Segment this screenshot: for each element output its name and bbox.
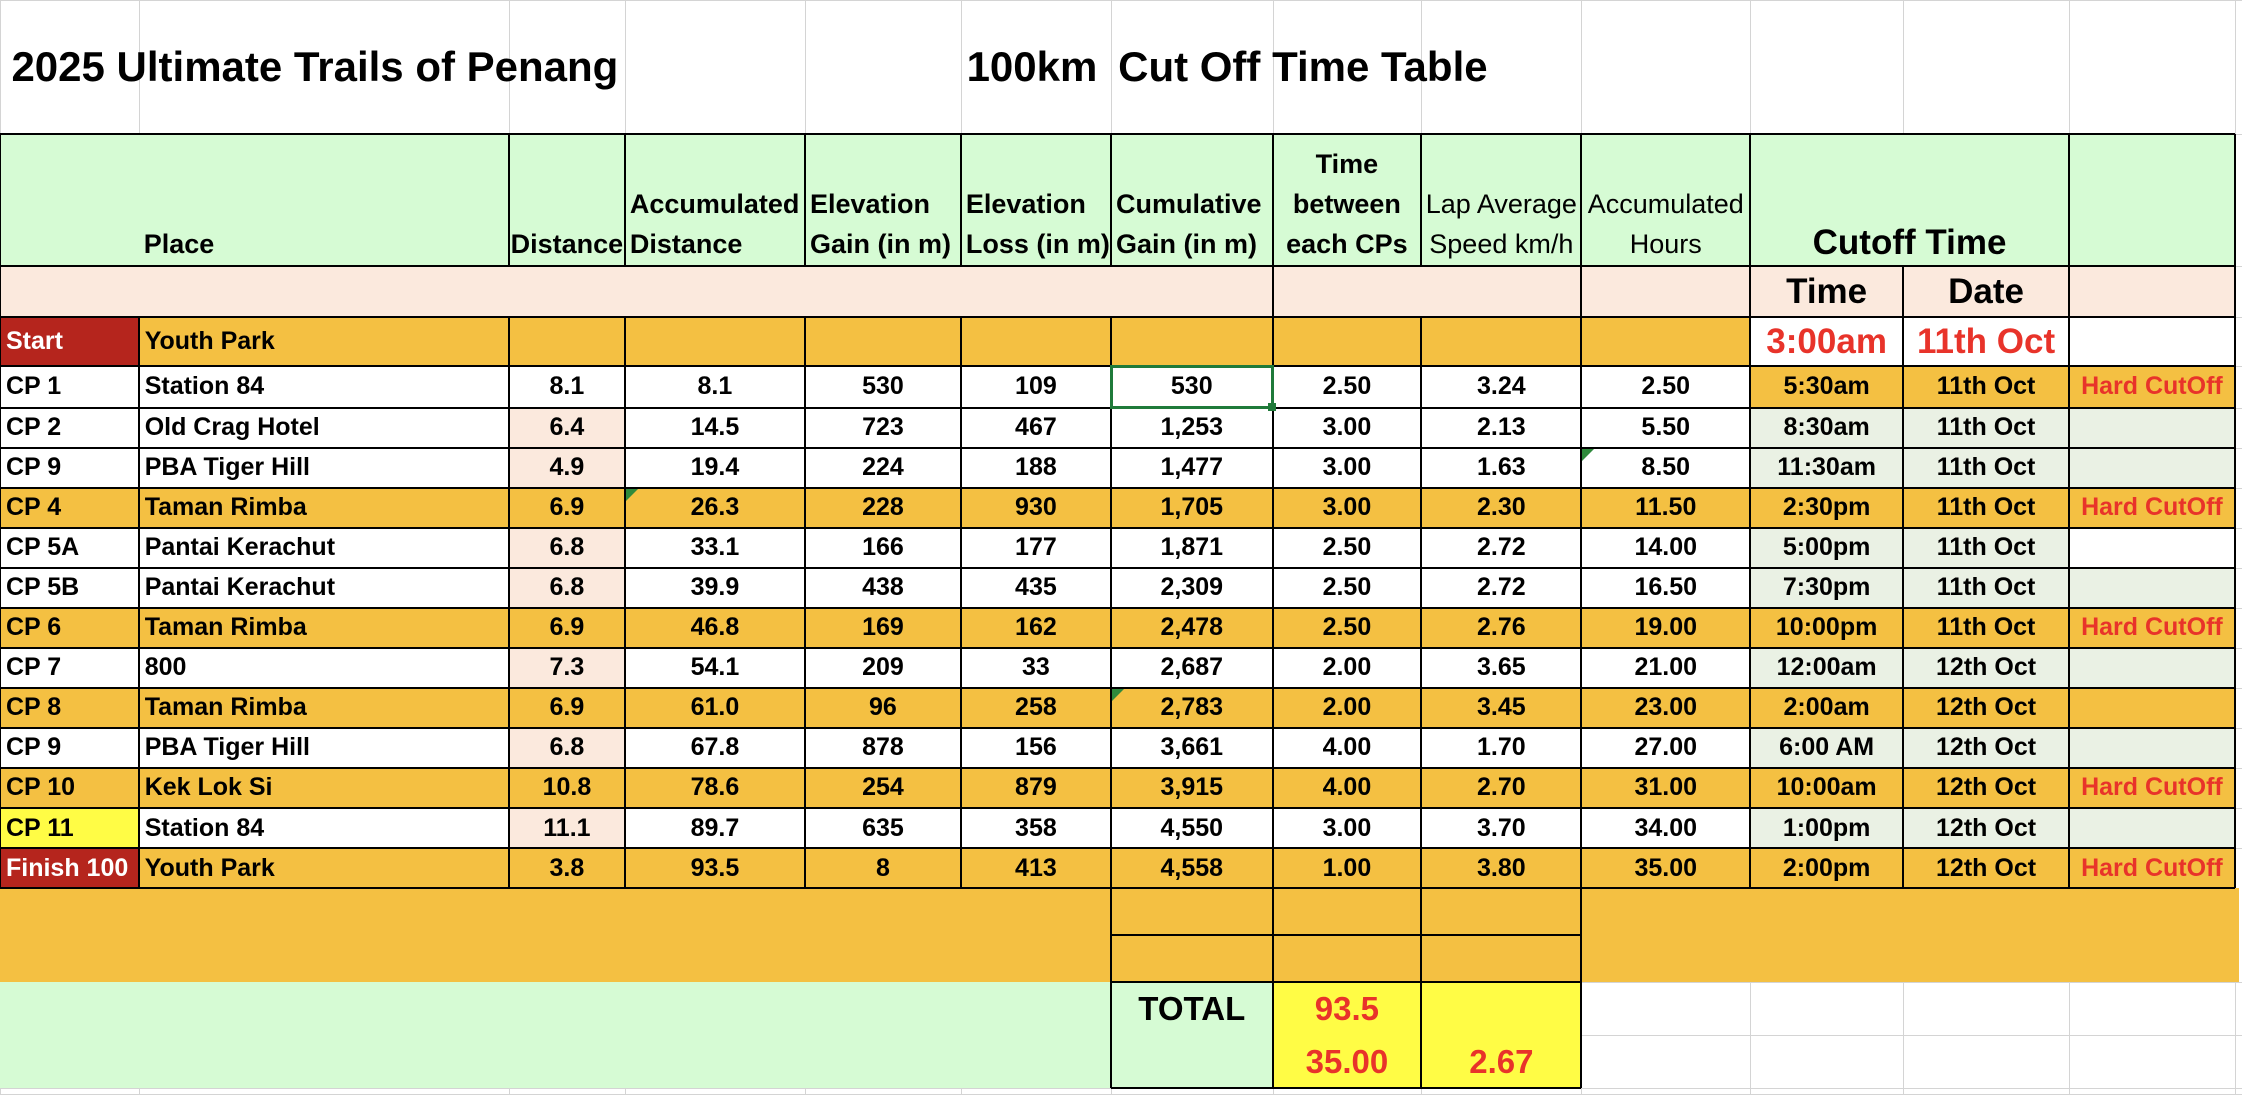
row-loss[interactable]: 156 xyxy=(1015,733,1057,762)
row-gain[interactable]: 228 xyxy=(862,493,904,522)
row-speed[interactable]: 3.70 xyxy=(1477,813,1526,842)
header-cum-gain[interactable] xyxy=(1111,134,1273,266)
header-elev-loss[interactable] xyxy=(961,134,1111,266)
row-note[interactable]: Hard CutOff xyxy=(2069,768,2235,808)
row-note[interactable] xyxy=(2069,568,2235,608)
row-gain[interactable]: 166 xyxy=(862,533,904,562)
row-acc-distance[interactable]: 46.8 xyxy=(690,613,740,642)
header-line: each CPs xyxy=(1286,228,1408,259)
cell-border xyxy=(1902,317,1904,888)
row-place[interactable]: Old Crag Hotel xyxy=(144,413,320,442)
header-line: Loss (in m) xyxy=(965,228,1110,259)
row-distance[interactable]: 6.8 xyxy=(509,728,625,768)
row-note[interactable] xyxy=(2069,528,2235,568)
row-speed[interactable]: 2.70 xyxy=(1477,773,1526,802)
header-lap-speed[interactable] xyxy=(1421,134,1581,266)
header-line: Gain (in m) xyxy=(810,228,951,259)
row-place[interactable]: Station 84 xyxy=(144,372,265,401)
row-time-between[interactable]: 1.00 xyxy=(1322,853,1372,882)
row-loss[interactable]: 413 xyxy=(1015,853,1057,882)
row-note[interactable] xyxy=(2069,808,2235,848)
cell-border xyxy=(960,134,962,266)
row-place[interactable]: PBA Tiger Hill xyxy=(144,733,310,762)
selected-cell-outline[interactable] xyxy=(1110,365,1274,408)
row-distance[interactable]: 6.4 xyxy=(509,408,625,448)
row-note[interactable] xyxy=(2069,728,2235,768)
row-place[interactable]: Taman Rimba xyxy=(144,613,307,642)
row-gain[interactable]: 96 xyxy=(869,693,897,722)
row-cutoff-date[interactable]: 11th Oct xyxy=(1903,568,2069,608)
row-loss[interactable]: 33 xyxy=(1022,653,1050,682)
row-cp[interactable]: CP 5A xyxy=(6,533,80,562)
row-gain[interactable]: 878 xyxy=(862,733,904,762)
row-acc-hours[interactable]: 19.00 xyxy=(1634,613,1698,642)
header-line: Cumulative xyxy=(1115,188,1262,219)
title-category[interactable]: 100km xyxy=(966,43,1098,91)
row-loss[interactable]: 435 xyxy=(1015,573,1057,602)
header-line: Elevation xyxy=(810,188,931,219)
row-acc-distance[interactable]: 93.5 xyxy=(690,853,740,882)
header-line: Lap Average xyxy=(1425,188,1577,219)
cell-border xyxy=(0,767,2235,769)
row-cum-gain[interactable]: 2,783 xyxy=(1160,693,1224,722)
cell-border xyxy=(0,265,2235,267)
cell-border xyxy=(1420,888,1422,1088)
row-acc-distance[interactable]: 61.0 xyxy=(690,693,740,722)
row-place[interactable]: 800 xyxy=(144,653,187,682)
row-gain[interactable]: 169 xyxy=(862,613,904,642)
row-cum-gain[interactable]: 4,550 xyxy=(1160,813,1224,842)
row-cum-gain[interactable]: 1,477 xyxy=(1160,453,1224,482)
row-acc-distance[interactable]: 78.6 xyxy=(690,773,740,802)
row-acc-distance[interactable]: 8.1 xyxy=(697,372,733,401)
row-acc-hours[interactable]: 21.00 xyxy=(1634,653,1698,682)
row-speed[interactable]: 3.45 xyxy=(1477,693,1526,722)
row-cp[interactable]: CP 9 xyxy=(6,733,62,762)
row-speed[interactable]: 2.13 xyxy=(1477,413,1526,442)
row-acc-hours[interactable]: 31.00 xyxy=(1634,773,1698,802)
row-note[interactable] xyxy=(2069,408,2235,448)
header-time-between[interactable] xyxy=(1273,134,1422,266)
header-date[interactable]: Date xyxy=(1948,271,2024,311)
row-cp[interactable]: CP 1 xyxy=(6,372,62,401)
cell-border xyxy=(1111,1087,1581,1089)
row-time-between[interactable]: 3.00 xyxy=(1322,453,1372,482)
cell-border xyxy=(804,317,806,888)
row-cp[interactable]: CP 7 xyxy=(6,653,62,682)
row-gain[interactable]: 224 xyxy=(862,453,904,482)
cell-border xyxy=(1749,134,1751,266)
cell-border xyxy=(2068,317,2070,888)
row-cutoff-time[interactable]: 6:00 AM xyxy=(1750,728,1903,768)
cell-border xyxy=(624,317,626,888)
row-distance[interactable]: 6.8 xyxy=(509,528,625,568)
row-cum-gain[interactable]: 4,558 xyxy=(1160,853,1224,882)
row-cp[interactable]: CP 4 xyxy=(6,493,62,522)
row-place[interactable]: Kek Lok Si xyxy=(144,773,273,802)
cell-border xyxy=(1749,317,1751,888)
row-loss[interactable]: 358 xyxy=(1015,813,1057,842)
header-blank-a xyxy=(2069,134,2235,266)
cell-border xyxy=(0,647,2235,649)
cell-border xyxy=(1580,888,1582,1088)
row-distance[interactable]: 3.8 xyxy=(549,853,585,882)
row-place[interactable]: Youth Park xyxy=(144,853,275,882)
row-cutoff-date[interactable]: 12th Oct xyxy=(1903,808,2069,848)
row-acc-distance[interactable]: 19.4 xyxy=(690,453,740,482)
row-time-between[interactable]: 2.50 xyxy=(1322,573,1372,602)
row-cp[interactable]: CP 8 xyxy=(6,693,62,722)
cell-border xyxy=(0,487,2235,489)
row-acc-distance[interactable]: 39.9 xyxy=(690,573,740,602)
row-cutoff-time[interactable]: 5:30am xyxy=(1750,366,1903,407)
row-cutoff-date[interactable]: 11th Oct xyxy=(1903,608,2069,648)
cell-border xyxy=(0,727,2235,729)
row-acc-distance[interactable]: 89.7 xyxy=(690,813,740,842)
row-acc-distance[interactable]: 26.3 xyxy=(690,493,740,522)
row-note[interactable]: Hard CutOff xyxy=(2069,608,2235,648)
row-place[interactable]: PBA Tiger Hill xyxy=(144,453,310,482)
row-cum-gain[interactable]: 530 xyxy=(1170,372,1213,401)
row-speed[interactable]: 1.70 xyxy=(1477,733,1526,762)
row-distance[interactable]: 6.8 xyxy=(509,568,625,608)
row-cum-gain[interactable]: 1,705 xyxy=(1160,493,1224,522)
row-time-between[interactable]: 4.00 xyxy=(1322,733,1372,762)
totals-hours[interactable]: 35.00 xyxy=(1305,1042,1389,1080)
row-cp[interactable]: Finish 100 xyxy=(0,848,139,888)
row-cum-gain[interactable]: 3,661 xyxy=(1160,733,1224,762)
cell-border xyxy=(1272,888,1274,1088)
header-line: Accumulated xyxy=(629,188,800,219)
cell-border xyxy=(1111,934,1581,936)
row-speed[interactable]: 2.30 xyxy=(1477,493,1526,522)
fill-handle[interactable] xyxy=(1268,403,1276,411)
row-acc-hours[interactable]: 11.50 xyxy=(1635,493,1697,522)
cell-border xyxy=(0,807,2235,809)
row-cutoff-date[interactable]: 12th Oct xyxy=(1903,768,2069,808)
row-cum-gain[interactable]: 2,687 xyxy=(1160,653,1224,682)
row-gain[interactable]: 723 xyxy=(862,413,904,442)
row-speed[interactable]: 3.80 xyxy=(1477,853,1526,882)
row-cutoff-date[interactable]: 12th Oct xyxy=(1903,648,2069,688)
row-loss[interactable]: 177 xyxy=(1015,533,1057,562)
header-place[interactable]: Place xyxy=(143,228,215,259)
row-speed[interactable]: 2.76 xyxy=(1477,613,1526,642)
cell-border xyxy=(2068,134,2070,317)
row-acc-distance[interactable]: 54.1 xyxy=(690,653,740,682)
totals-distance[interactable]: 93.5 xyxy=(1314,989,1380,1027)
row-cutoff-time[interactable]: 2:30pm xyxy=(1750,488,1903,528)
row-gain[interactable]: 8 xyxy=(875,853,890,882)
row-note[interactable]: Hard CutOff xyxy=(2069,848,2235,888)
cell-border xyxy=(1272,134,1274,266)
comment-marker-icon[interactable] xyxy=(626,489,638,501)
comment-marker-icon[interactable] xyxy=(1112,689,1124,701)
row-distance[interactable]: 6.9 xyxy=(549,693,585,722)
row-cutoff-date[interactable]: 11th Oct xyxy=(1903,528,2069,568)
row-gain[interactable]: 254 xyxy=(862,773,904,802)
row-cutoff-time[interactable]: 8:30am xyxy=(1750,408,1903,448)
row-cum-gain[interactable]: 2,309 xyxy=(1160,573,1224,602)
row-cutoff-date[interactable]: 11th Oct xyxy=(1903,408,2069,448)
row-time-between[interactable]: 2.00 xyxy=(1322,653,1372,682)
row-acc-hours[interactable]: 14.00 xyxy=(1634,533,1698,562)
row-gain[interactable]: 530 xyxy=(862,372,904,401)
row-cutoff-time[interactable]: 2:00pm xyxy=(1750,848,1903,888)
row-loss[interactable]: 930 xyxy=(1015,493,1057,522)
row-place[interactable]: Pantai Kerachut xyxy=(144,573,336,602)
cell-border xyxy=(1580,134,1582,266)
row-cutoff-date[interactable]: 12th Oct xyxy=(1903,848,2069,888)
start-place[interactable]: Youth Park xyxy=(144,327,275,356)
cell-border xyxy=(2234,134,2236,888)
row-cutoff-time[interactable]: 1:00pm xyxy=(1750,808,1903,848)
row-acc-distance[interactable]: 33.1 xyxy=(690,533,740,562)
row-speed[interactable]: 2.72 xyxy=(1477,533,1526,562)
row-distance[interactable]: 4.9 xyxy=(509,448,625,488)
start-time[interactable]: 3:00am xyxy=(1750,317,1903,366)
row-loss[interactable]: 258 xyxy=(1015,693,1057,722)
row-place[interactable]: Station 84 xyxy=(144,813,265,842)
cell-border xyxy=(1580,317,1582,888)
row-cum-gain[interactable]: 2,478 xyxy=(1160,613,1224,642)
row-acc-hours[interactable]: 34.00 xyxy=(1634,813,1698,842)
header-line: Accumulated xyxy=(1587,188,1744,219)
row-acc-hours[interactable]: 8.50 xyxy=(1641,453,1691,482)
row-loss[interactable]: 162 xyxy=(1015,613,1057,642)
row-time-between[interactable]: 2.50 xyxy=(1322,372,1372,401)
row-cutoff-time[interactable]: 5:00pm xyxy=(1750,528,1903,568)
totals-avg-speed[interactable]: 2.67 xyxy=(1469,1042,1534,1080)
row-cutoff-date[interactable]: 12th Oct xyxy=(1903,728,2069,768)
cell-border xyxy=(0,134,1,888)
row-note[interactable] xyxy=(2069,648,2235,688)
row-time-between[interactable]: 3.00 xyxy=(1322,813,1372,842)
cell-border xyxy=(960,317,962,888)
row-distance[interactable]: 8.1 xyxy=(549,372,585,401)
row-acc-hours[interactable]: 35.00 xyxy=(1634,853,1698,882)
row-cutoff-time[interactable]: 10:00pm xyxy=(1750,608,1903,648)
row-cutoff-date[interactable]: 11th Oct xyxy=(1903,488,2069,528)
row-place[interactable]: Pantai Kerachut xyxy=(144,533,336,562)
header-line: Time xyxy=(1315,148,1379,179)
row-cum-gain[interactable]: 1,253 xyxy=(1160,413,1224,442)
start-date[interactable]: 11th Oct xyxy=(1903,317,2069,366)
row-time-between[interactable]: 4.00 xyxy=(1322,773,1372,802)
header-line: Elevation xyxy=(965,188,1086,219)
row-distance[interactable]: 10.8 xyxy=(542,773,592,802)
row-cp[interactable]: CP 10 xyxy=(6,773,76,802)
row-cum-gain[interactable]: 3,915 xyxy=(1160,773,1224,802)
row-distance[interactable]: 6.9 xyxy=(549,613,585,642)
row-loss[interactable]: 879 xyxy=(1015,773,1057,802)
row-place[interactable]: Taman Rimba xyxy=(144,693,307,722)
row-speed[interactable]: 1.63 xyxy=(1477,453,1526,482)
row-time-between[interactable]: 2.50 xyxy=(1322,533,1372,562)
header-line: Hours xyxy=(1629,228,1702,259)
cell-border xyxy=(0,567,2235,569)
row-time-between[interactable]: 3.00 xyxy=(1322,493,1372,522)
row-cp[interactable]: CP 9 xyxy=(6,453,62,482)
header-acc-hours[interactable] xyxy=(1581,134,1750,266)
row-cutoff-time[interactable]: 7:30pm xyxy=(1750,568,1903,608)
row-acc-distance[interactable]: 67.8 xyxy=(690,733,740,762)
row-speed[interactable]: 2.72 xyxy=(1477,573,1526,602)
footer-green-band xyxy=(0,982,1111,1088)
row-acc-hours[interactable]: 23.00 xyxy=(1634,693,1698,722)
cell-border xyxy=(0,316,2235,318)
row-time-between[interactable]: 2.00 xyxy=(1322,693,1372,722)
row-cutoff-time[interactable]: 11:30am xyxy=(1750,448,1903,488)
row-place[interactable]: Taman Rimba xyxy=(144,493,307,522)
header-line: Gain (in m) xyxy=(1115,228,1257,259)
start-cp[interactable]: Start xyxy=(0,317,139,366)
title-table-name[interactable]: Cut Off Time Table xyxy=(1118,43,1488,91)
row-gain[interactable]: 635 xyxy=(862,813,904,842)
row-time-between[interactable]: 2.50 xyxy=(1322,613,1372,642)
row-loss[interactable]: 188 xyxy=(1015,453,1057,482)
cell-border xyxy=(1111,981,1581,983)
row-cutoff-time[interactable]: 10:00am xyxy=(1750,768,1903,808)
cell-border xyxy=(508,134,510,266)
row-note[interactable]: Hard CutOff xyxy=(2069,488,2235,528)
row-loss[interactable]: 109 xyxy=(1015,372,1057,401)
cell-border xyxy=(138,317,140,888)
cell-border xyxy=(0,887,2235,889)
row-cp[interactable]: CP 5B xyxy=(6,573,80,602)
header-line: between xyxy=(1292,188,1401,219)
row-cum-gain[interactable]: 1,871 xyxy=(1160,533,1224,562)
row-cp[interactable]: CP 2 xyxy=(6,413,62,442)
row-note[interactable]: Hard CutOff xyxy=(2069,366,2235,407)
cell-border xyxy=(1110,888,1112,1088)
title-event[interactable]: 2025 Ultimate Trails of Penang xyxy=(11,43,619,91)
cell-border xyxy=(1420,317,1422,888)
row-distance[interactable]: 11.1 xyxy=(509,808,625,848)
cell-border xyxy=(1902,266,1904,317)
row-time-between[interactable]: 3.00 xyxy=(1322,413,1372,442)
row-distance[interactable]: 7.3 xyxy=(509,648,625,688)
row-cp[interactable]: CP 11 xyxy=(0,808,139,848)
row-cutoff-date[interactable]: 11th Oct xyxy=(1903,366,2069,407)
cell-border xyxy=(0,607,2235,609)
header-line: Distance xyxy=(629,228,743,259)
row-speed[interactable]: 3.65 xyxy=(1477,653,1526,682)
comment-marker-icon[interactable] xyxy=(1582,449,1594,461)
row-cutoff-time[interactable]: 2:00am xyxy=(1750,688,1903,728)
row-speed[interactable]: 3.24 xyxy=(1477,372,1526,401)
cell-border xyxy=(804,134,806,266)
cell-border xyxy=(1749,266,1751,317)
header-line: Speed km/h xyxy=(1429,228,1574,259)
row-gain[interactable]: 438 xyxy=(862,573,904,602)
totals-label[interactable]: TOTAL xyxy=(1138,989,1246,1027)
header-distance[interactable]: Distance xyxy=(510,228,624,259)
cell-border xyxy=(0,847,2235,849)
cell-border xyxy=(1272,266,1274,317)
cell-border xyxy=(1580,266,1582,317)
header-cutoff-time[interactable]: Cutoff Time xyxy=(1812,223,2007,263)
cell-border xyxy=(1420,134,1422,266)
row-acc-hours[interactable]: 2.50 xyxy=(1641,372,1691,401)
cell-border xyxy=(0,133,2235,135)
row-acc-hours[interactable]: 27.00 xyxy=(1634,733,1698,762)
cell-border xyxy=(1110,134,1112,266)
row-gain[interactable]: 209 xyxy=(862,653,904,682)
row-acc-distance[interactable]: 14.5 xyxy=(690,413,740,442)
row-note[interactable] xyxy=(2069,448,2235,488)
row-acc-hours[interactable]: 16.50 xyxy=(1634,573,1698,602)
cell-border xyxy=(0,447,2235,449)
header-time[interactable]: Time xyxy=(1786,271,1868,311)
row-note[interactable] xyxy=(2069,688,2235,728)
row-cutoff-date[interactable]: 11th Oct xyxy=(1903,448,2069,488)
header-acc-distance[interactable] xyxy=(625,134,805,266)
header-elev-gain[interactable] xyxy=(805,134,961,266)
cell-border xyxy=(624,134,626,266)
row-loss[interactable]: 467 xyxy=(1015,413,1057,442)
cell-border xyxy=(508,317,510,888)
row-acc-hours[interactable]: 5.50 xyxy=(1641,413,1691,442)
row-cutoff-time[interactable]: 12:00am xyxy=(1750,648,1903,688)
cell-border xyxy=(0,527,2235,529)
row-cp[interactable]: CP 6 xyxy=(6,613,62,642)
row-distance[interactable]: 6.9 xyxy=(549,493,585,522)
row-cutoff-date[interactable]: 12th Oct xyxy=(1903,688,2069,728)
